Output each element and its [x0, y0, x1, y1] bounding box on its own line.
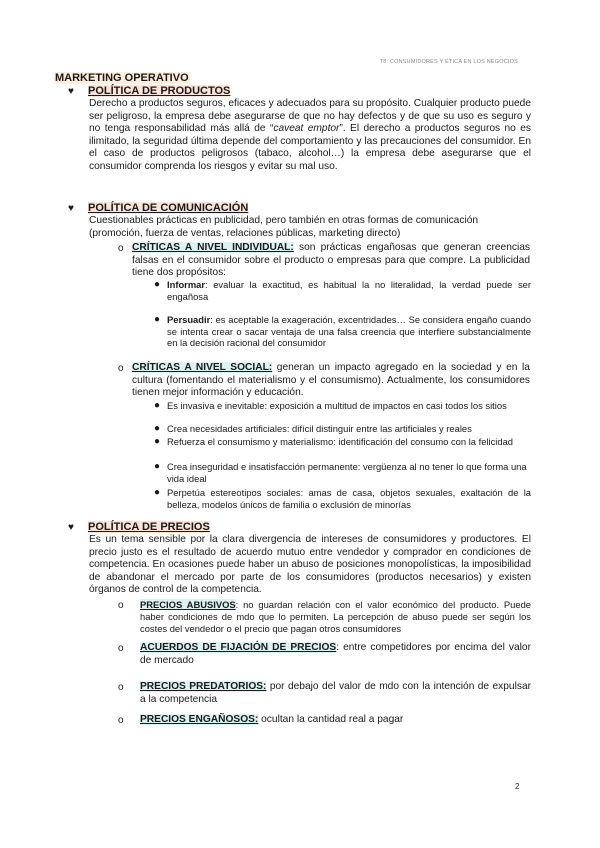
circle-marker-icon: o [118, 682, 124, 693]
keyword-abusivos: PRECIOS ABUSIVOS [140, 599, 236, 610]
list-item: Crea necesidades artificiales: difícil distinguir entre las artificiales y reales [167, 423, 472, 434]
keyword-social: CRÍTICAS A NIVEL SOCIAL: [132, 362, 273, 373]
heart-bullet-icon: ♥ [68, 86, 74, 97]
price-item-acuerdos: ACUERDOS DE FIJACIÓN DE PRECIOS: entre competidores por encima del valor de mercado [140, 642, 531, 666]
social-critique: CRÍTICAS A NIVEL SOCIAL: generan un impacto agregado en la sociedad y en la cultura (fomentando el materialismo y el consumismo). Actualmente, los consumidores tienen mejor información y educación. [132, 362, 530, 399]
list-item: Es invasiva e inevitable: exposición a multitud de impactos en casi todos los sitios [167, 400, 507, 411]
keyword-predatorios: PRECIOS PREDATORIOS: [140, 681, 267, 692]
circle-marker-icon: o [118, 600, 124, 611]
bullet-dot-icon: ● [154, 314, 161, 325]
price-item-enganosos: PRECIOS ENGAÑOSOS: ocultan la cantidad real a pagar [140, 714, 404, 725]
bullet-dot-icon: ● [154, 461, 161, 472]
bullet-dot-icon: ● [154, 279, 161, 290]
list-item-persuadir: Persuadir: es aceptable la exageración, excentridades… Se considera engaño cuando se intenta crear o sacar ventaja de una falsa creencia que interfiere substancialmente en la decisión racional del consumidor [167, 314, 531, 349]
section-heading-prices [68, 521, 210, 533]
bullet-dot-icon: ● [154, 436, 161, 447]
page-title: MARKETING OPERATIVO [55, 72, 189, 84]
keyword-acuerdos: ACUERDOS DE FIJACIÓN DE PRECIOS [140, 642, 337, 653]
caveat-emptor: caveat emptor [273, 123, 340, 135]
communication-intro: Cuestionables prácticas en publicidad, pero también en otras formas de comunicación (promoción, fuerza de ventas, relaciones públicas, marketing directo) [89, 215, 479, 239]
circle-marker-icon: o [118, 363, 124, 374]
section-heading-text: POLÍTICA DE PRODUCTOS [88, 85, 231, 97]
circle-marker-icon: o [118, 715, 124, 726]
bullet-dot-icon: ● [154, 487, 161, 498]
bullet-dot-icon: ● [154, 423, 161, 434]
heart-bullet-icon: ♥ [68, 522, 74, 533]
keyword-individual: CRÍTICAS A NIVEL INDIVIDUAL: [132, 242, 294, 253]
section-heading-products [68, 85, 230, 97]
list-item: Perpetúa estereotipos sociales: amas de casa, objetos sexuales, exaltación de la belleza, modelos únicos de familia o exclusión de minorías [167, 487, 531, 510]
heart-bullet-icon: ♥ [68, 203, 74, 214]
section-heading-text: POLÍTICA DE COMUNICACIÓN [88, 202, 249, 214]
circle-marker-icon: o [118, 243, 124, 254]
price-item-predatorios: PRECIOS PREDATORIOS: por debajo del valor de mdo con la intención de expulsar a la competencia [140, 681, 532, 705]
list-item: Refuerza el consumismo y materialismo: identificación del consumo con la felicidad [167, 436, 513, 447]
list-item-informar: Informar: evaluar la exactitud, es habitual la no literalidad, la verdad puede ser engañosa [167, 279, 531, 302]
list-item: Crea inseguridad e insatisfacción permanente: vergüenza al no tener lo que forma una vida ideal [167, 461, 527, 484]
circle-marker-icon: o [118, 643, 124, 654]
running-header: T8: CONSUMIDORES Y ÉTICA EN LOS NEGOCIOS [379, 59, 518, 65]
price-item-abusivos: PRECIOS ABUSIVOS: no guardan relación con el valor económico del producto. Puede haber condiciones de mdo que lo permiten. La percepción de abuso puede ser según los costes del vendedor o el precio que pagan otros consumidores [140, 599, 532, 634]
bullet-dot-icon: ● [154, 400, 161, 411]
prices-paragraph: Es un tema sensible por la clara divergencia de intereses de consumidores y productores. El precio justo es el resultado de acuerdo mutuo entre vendedor y comprador en condiciones de competencia. En ocasiones puede haber un abuso de posiciones monopolísticas, la imposibilidad de abandonar el mercado por parte de los consumidores (productos necesarios) y existen órganos de control de la competencia. [89, 534, 531, 596]
section-heading-communication [68, 202, 248, 214]
individual-critique: CRÍTICAS A NIVEL INDIVIDUAL: son prácticas engañosas que generan creencias falsas en el consumidor sobre el producto o empresas para que compre. La publicidad tiene dos propósitos: [132, 242, 530, 279]
keyword-enganosos: PRECIOS ENGAÑOSOS: [140, 714, 259, 725]
page-number: 2 [515, 782, 520, 791]
section-heading-text: POLÍTICA DE PRECIOS [88, 521, 210, 533]
products-paragraph: Derecho a productos seguros, eficaces y adecuados para su propósito. Cualquier producto puede ser peligroso, la empresa debe asegurarse de que no hay defectos y de que su uso es seguro y no tenga responsabilidad más allá de “caveat emptor”. El derecho a productos seguros no es ilimitado, la seguridad última depende del comportamiento y las precauciones del consumidor. En el caso de productos peligrosos (tabaco, alcohol…) la empresa debe asegurarse que el consumidor comprenda los riesgos y evitar su mal uso. [89, 98, 531, 172]
